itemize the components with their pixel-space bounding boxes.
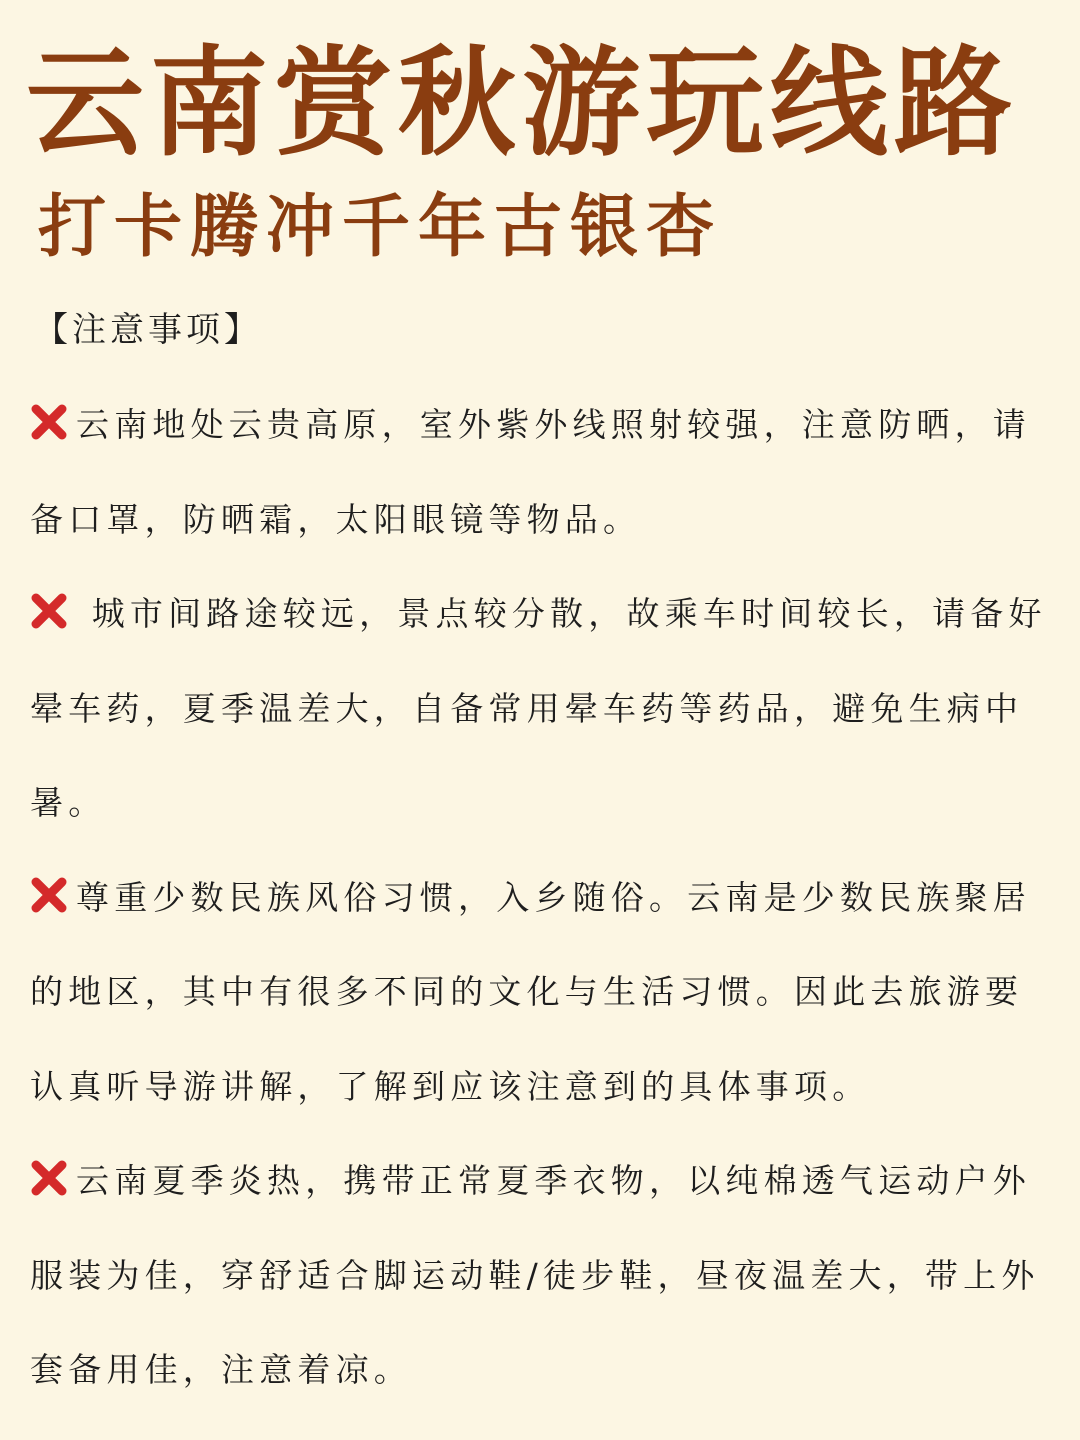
note-text: 城市间路途较远，景点较分散，故乘车时间较长，请备好晕车药，夏季温差大，自备常用晕车药等药品，避免生病中暑。 (30, 594, 1047, 822)
page-subtitle: 打卡腾冲千年古银杏 (38, 188, 723, 267)
note-text: 云南地处云贵高原，室外紫外线照射较强，注意防晒，请备口罩，防晒霜，太阳眼镜等物品。 (30, 405, 1031, 539)
cross-mark-icon (30, 876, 68, 914)
note-item (30, 378, 1054, 567)
note-text: 尊重少数民族风俗习惯，入乡随俗。云南是少数民族聚居的地区，其中有很多不同的文化与生活习惯。因此去旅游要认真听导游讲解，了解到应该注意到的具体事项。 (30, 877, 1031, 1106)
cross-mark-icon (30, 403, 68, 441)
note-item (30, 1134, 1054, 1418)
note-item (30, 567, 1054, 851)
section-heading: 【注意事项】 (34, 310, 262, 350)
cross-mark-icon (30, 592, 68, 630)
page-title: 云南赏秋游玩线路 (26, 34, 1019, 172)
note-item (30, 851, 1054, 1135)
note-text: 云南夏季炎热，携带正常夏季衣物，以纯棉透气运动户外服装为佳，穿舒适合脚运动鞋/徒步鞋，昼夜温差大，带上外套备用佳，注意着凉。 (30, 1161, 1040, 1389)
cross-mark-icon (30, 1159, 68, 1197)
notes-list (30, 378, 1054, 1418)
